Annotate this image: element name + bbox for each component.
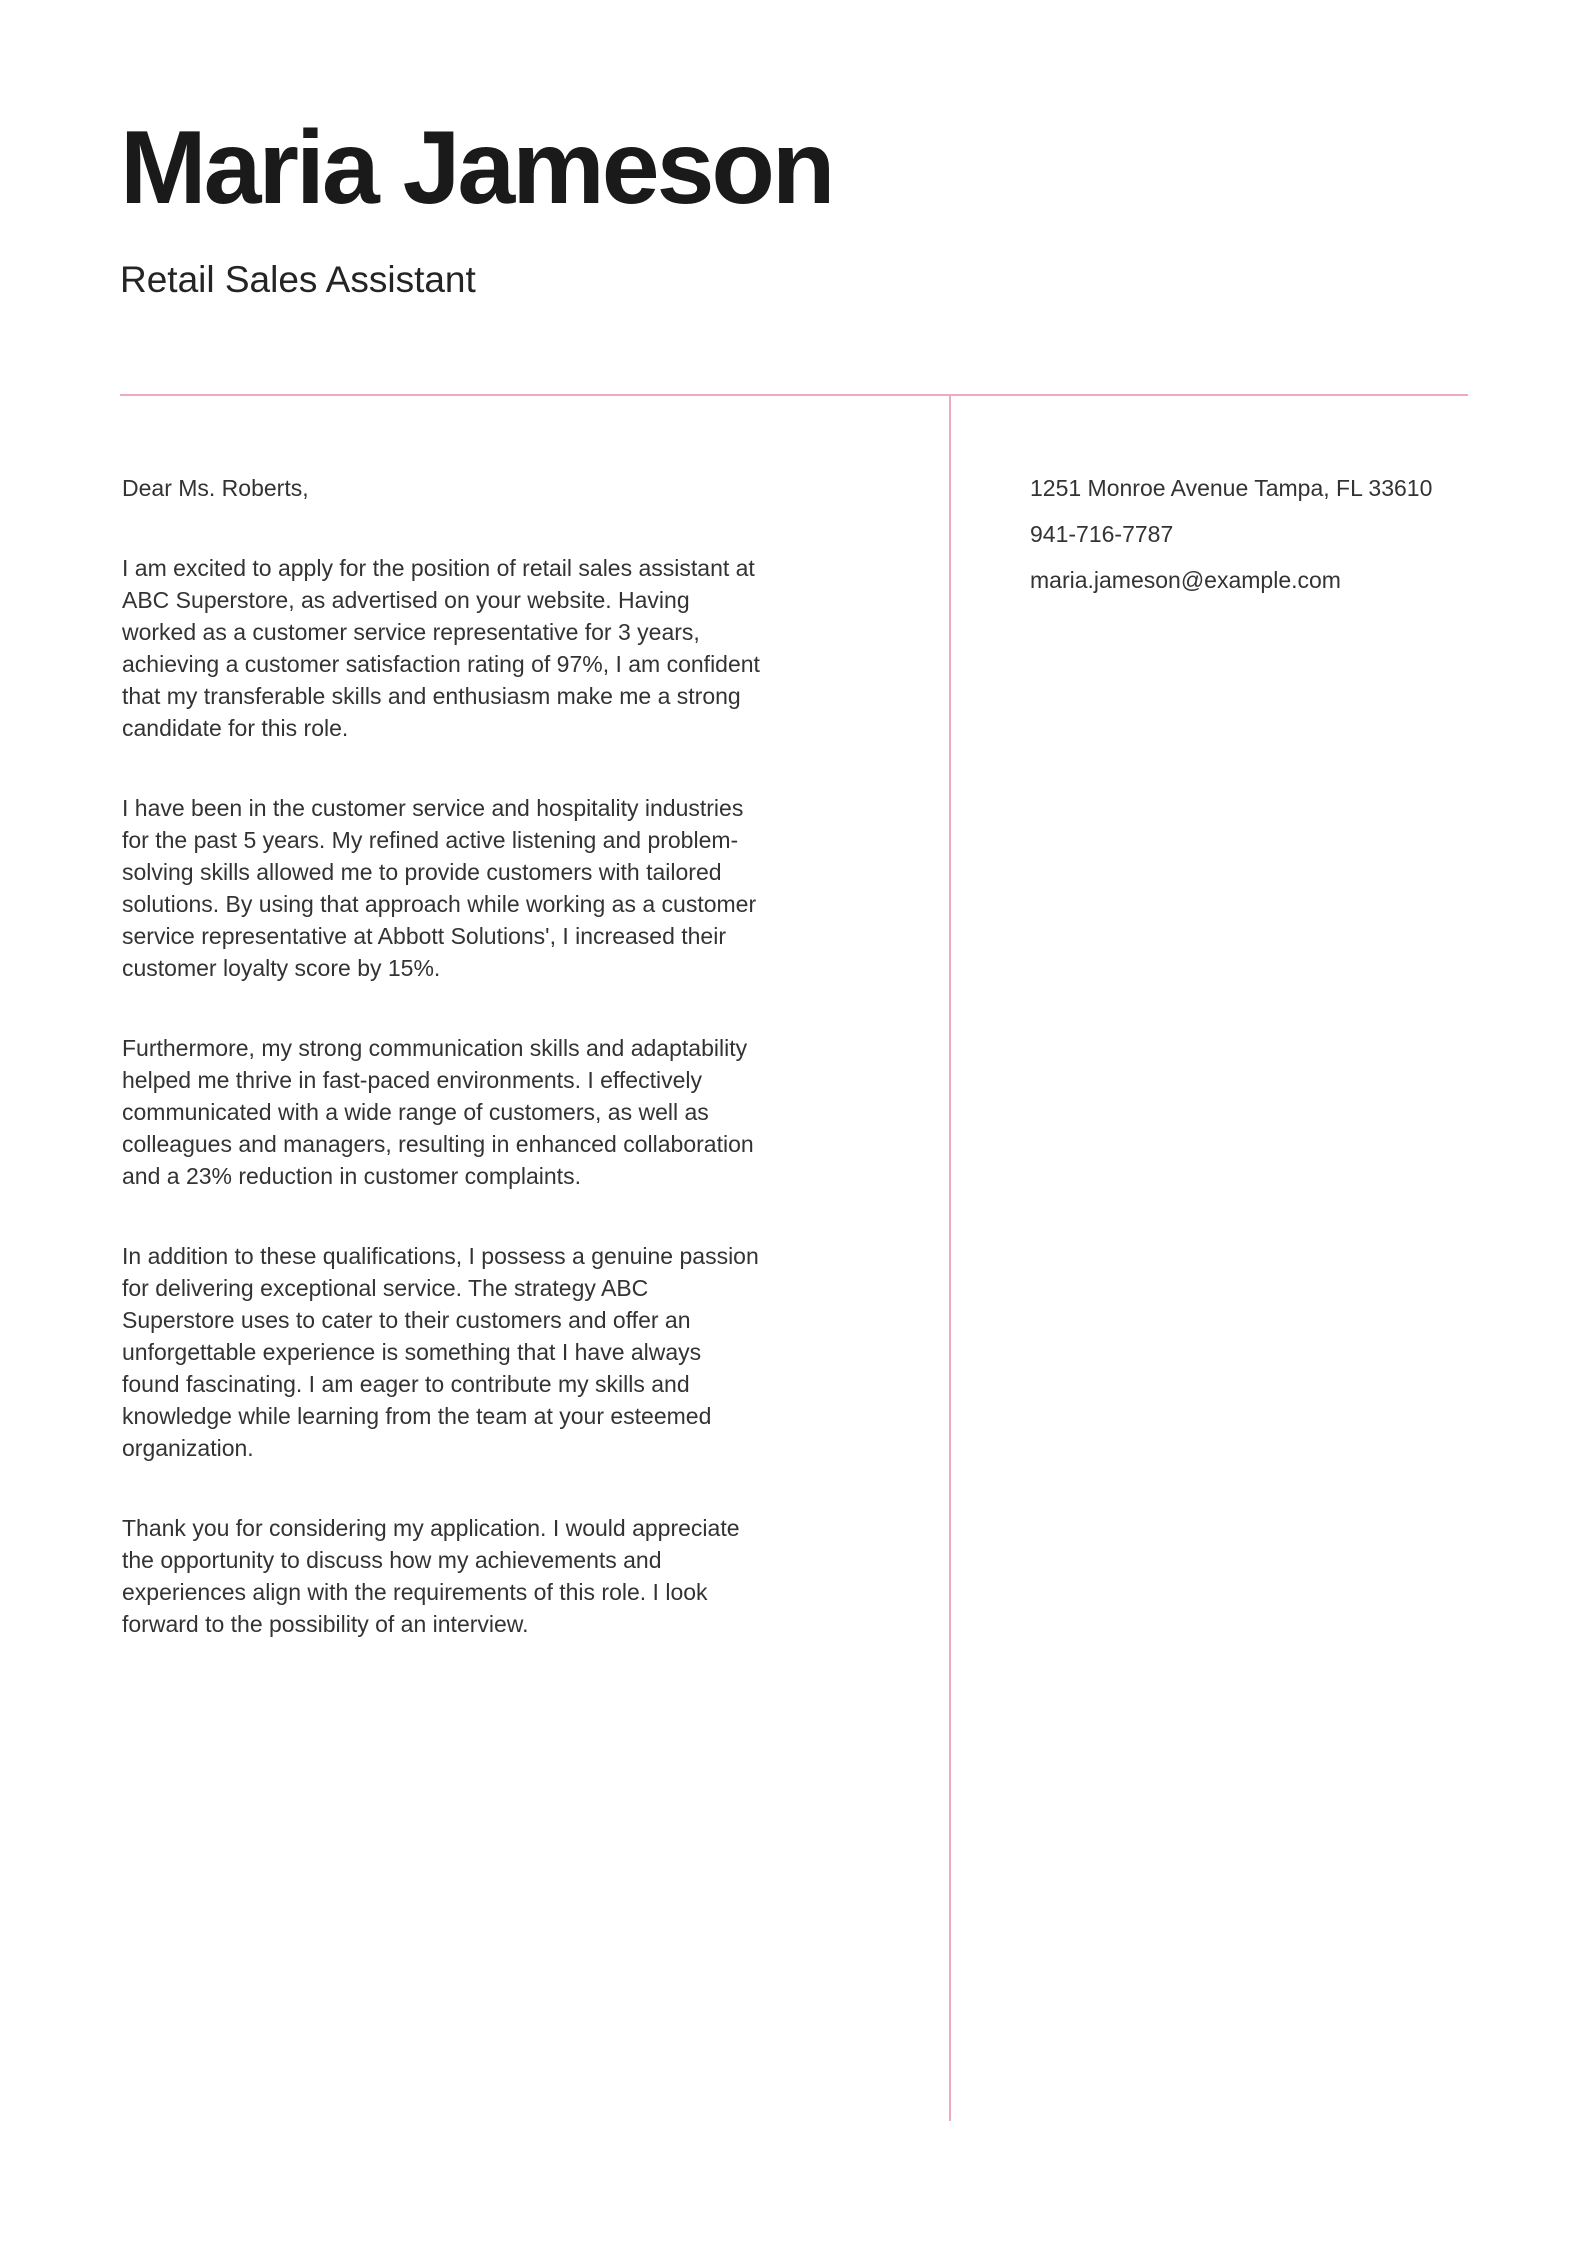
contact-info: [951, 396, 1468, 2121]
letter-body: [120, 396, 949, 2121]
letter-greeting: Dear Ms. Roberts,: [122, 475, 309, 501]
letter-paragraph: Thank you for considering my application. I would appreciate the opportunity to discuss how my achievements and experiences align with the requirements of this role. I look forward to the possibility of an interview.: [122, 1515, 740, 1637]
letter-paragraph: I am excited to apply for the position of retail sales assistant at ABC Superstore, as advertised on your website. Having worked as a customer service representative for 3 years, achieving a customer satisfaction rating of 97%, I am confident that my transferable skills and enthusiasm make me a strong candidate for this role.: [122, 555, 760, 741]
letter-paragraph: I have been in the customer service and hospitality industries for the past 5 years. My refined active listening and problem-solving skills allowed me to provide customers with tailored solutions. By using that approach while working as a customer service representative at Abbott Solutions', I increased their customer loyalty score by 15%.: [122, 795, 757, 981]
contact-address: 1251 Monroe Avenue Tampa, FL 33610: [1030, 475, 1433, 501]
job-title: Retail Sales Assistant: [120, 259, 476, 300]
candidate-name: Maria Jameson: [120, 110, 833, 226]
letter-paragraph: Furthermore, my strong communication skills and adaptability helped me thrive in fast-paced environments. I effectively communicated with a wide range of customers, as well as colleagues and managers, resulting in enhanced collaboration and a 23% reduction in customer complaints.: [122, 1035, 754, 1189]
contact-phone: 941-716-7787: [1030, 521, 1174, 547]
contact-email: maria.jameson@example.com: [1030, 567, 1341, 593]
letter-content: [120, 394, 1468, 2121]
letter-paragraph: In addition to these qualifications, I possess a genuine passion for delivering exceptional service. The strategy ABC Superstore uses to cater to their customers and offer an unforgettable experience is something that I have always found fascinating. I am eager to contribute my skills and knowledge while learning from the team at your esteemed organization.: [122, 1243, 759, 1461]
